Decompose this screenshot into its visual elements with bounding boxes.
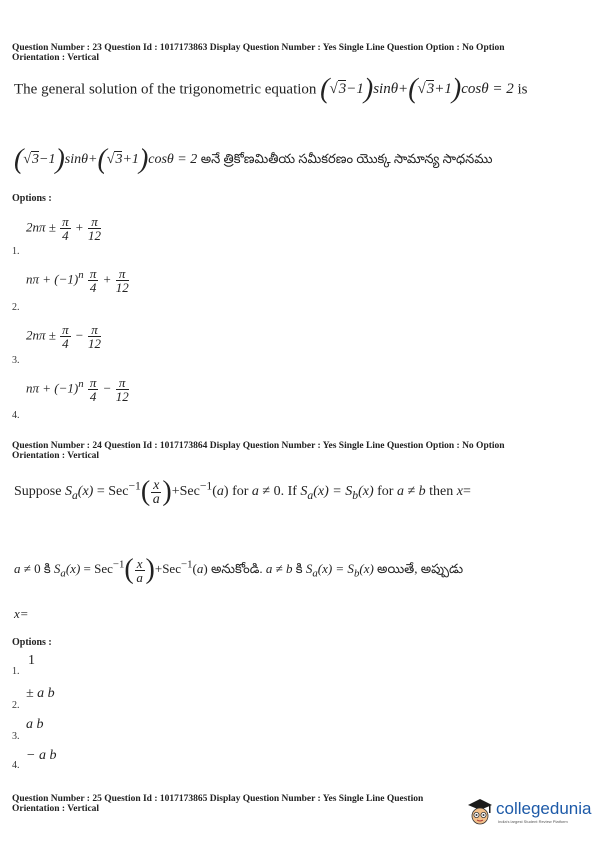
collegedunia-logo — [466, 795, 592, 831]
option-number: 4. — [12, 760, 20, 771]
option-4[interactable]: − a b — [26, 748, 57, 763]
option-3[interactable]: 2nπ ± $\frac{\pi}{4}$ − $\frac{\pi}{12}$ — [26, 322, 101, 351]
option-1[interactable]: 1 — [28, 653, 35, 668]
question-24-orientation: Orientation : Vertical — [12, 451, 100, 461]
graduate-mascot-icon — [466, 797, 494, 827]
question-23-options-label: Options : — [12, 193, 52, 204]
question-24-text-english: Suppose $S_a(x) = Sec^{-1}$( $\frac{x}{a}$ )+Sec$^{-1}$(a) for a ≠ 0. If $S_a(x) = S_b(x)$ for a ≠ b then x= — [14, 476, 471, 507]
question-23-text-telugu: (√3−1)sinθ+(√3+1)cosθ = 2 అనే త్రికోణమితీయ సమీకరణం యొక్క సామాన్య సాధనము — [14, 144, 493, 175]
question-23-meta-line1: Question Number : 23 Question Id : 1017173863 Display Question Number : Yes Single Line Question Option : No Option — [12, 43, 505, 53]
equation: (√3−1)sinθ+(√3+1)cosθ = 2 — [14, 144, 201, 175]
question-24-x-equals: x= — [14, 606, 29, 621]
option-number: 3. — [12, 731, 20, 742]
brand-name: collegedunia — [496, 799, 592, 818]
option-3[interactable]: a b — [26, 717, 44, 732]
question-23-orientation: Orientation : Vertical — [12, 53, 100, 63]
question-23-meta — [12, 43, 505, 63]
question-25-orientation: Orientation : Vertical — [12, 804, 100, 814]
option-1[interactable]: 2nπ ± $\frac{\pi}{4}$ + $\frac{\pi}{12}$ — [26, 214, 101, 243]
option-number: 4. — [12, 410, 20, 421]
option-number: 1. — [12, 666, 20, 677]
brand-tagline: India's largest Student Review Platform — [498, 819, 568, 824]
option-number: 2. — [12, 302, 20, 313]
equation: (√3−1)sinθ+(√3+1)cosθ = 2 — [320, 74, 518, 105]
question-24-options-label: Options : — [12, 637, 52, 648]
option-number: 1. — [12, 246, 20, 257]
option-2[interactable]: ± a b — [26, 686, 55, 701]
question-24-meta-line1: Question Number : 24 Question Id : 1017173864 Display Question Number : Yes Single Line Question Option : No Option — [12, 441, 505, 451]
option-number: 2. — [12, 700, 20, 711]
option-2[interactable]: $n\pi + (-1)^n$ $\frac{\pi}{4}$ + $\frac{\pi}{12}$ — [26, 266, 129, 295]
option-4[interactable]: $n\pi + (-1)^n$ $\frac{\pi}{4}$ − $\frac{\pi}{12}$ — [26, 375, 129, 404]
question-25-meta — [12, 794, 423, 814]
question-23-text-english: The general solution of the trigonometric equation (√3−1)sinθ+(√3+1)cosθ = 2 is — [14, 74, 528, 105]
question-25-meta-line1: Question Number : 25 Question Id : 1017173865 Display Question Number : Yes Single Line Question — [12, 794, 424, 804]
question-24-text-telugu: a ≠ 0 కి $S_a(x) = Sec^{-1}$( $\frac{x}{a}$ )+Sec$^{-1}$(a) అనుకోండి. a ≠ b కి $S_a(x) = S_b(x)$ అయితే, అప్పుడు — [14, 554, 464, 585]
option-number: 3. — [12, 355, 20, 366]
question-24-meta — [12, 441, 505, 461]
